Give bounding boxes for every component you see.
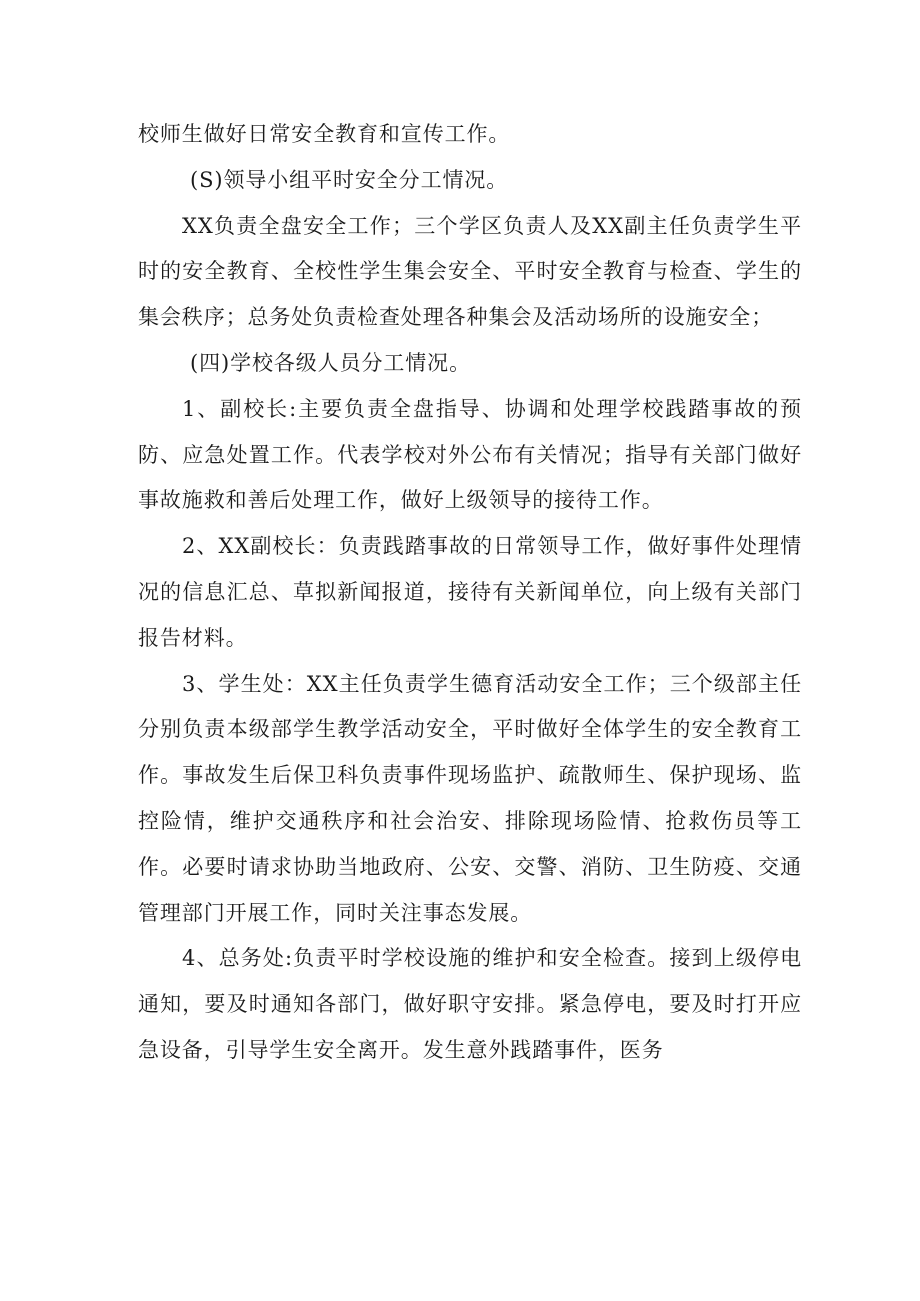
- section-heading-s: (S)领导小组平时安全分工情况。: [190, 167, 509, 192]
- paragraph-xx-vice-principal: 2、XX副校长：负责践踏事故的日常领导工作，做好事件处理情况的信息汇总、草拟新闻报道，接待有关新闻单位，向上级有关部门报告材料。: [138, 534, 802, 650]
- paragraph-leadership-duties: XX负责全盘安全工作；三个学区负责人及XX副主任负责学生平时的安全教育、全校性学生集会安全、平时安全教育与检查、学生的集会秩序；总务处负责检查处理各种集会及活动场所的设施安全；: [138, 213, 802, 330]
- paragraph-student-office: 3、学生处：XX主任负责学生德育活动安全工作；三个级部主任分别负责本级部学生教学活动安全，平时做好全体学生的安全教育工作。事故发生后保卫科负责事件现场监护、疏散师生、保护现场、监控险情，维护交通秩序和社会治安、排除现场险情、抢救伤员等工作。必要时请求协助当地政府、公安、交警、消防、卫生防疫、交通管理部门开展工作，同时关注事态发展。: [138, 671, 802, 925]
- document-body: [138, 112, 802, 1074]
- section-heading-four: (四)学校各级人员分工情况。: [190, 350, 471, 375]
- paragraph-general-affairs: 4、总务处:负责平时学校设施的维护和安全检查。接到上级停电通知，要及时通知各部门，做好职守安排。紧急停电，要及时打开应急设备，引导学生安全离开。发生意外践踏事件，医务: [138, 946, 802, 1062]
- paragraph-continuation: 校师生做好日常安全教育和宣传工作。: [138, 122, 511, 146]
- paragraph-vice-principal: 1、副校长:主要负责全盘指导、协调和处理学校践踏事故的预防、应急处置工作。代表学校对外公布有关情况；指导有关部门做好事故施救和善后处理工作，做好上级领导的接待工作。: [138, 396, 802, 513]
